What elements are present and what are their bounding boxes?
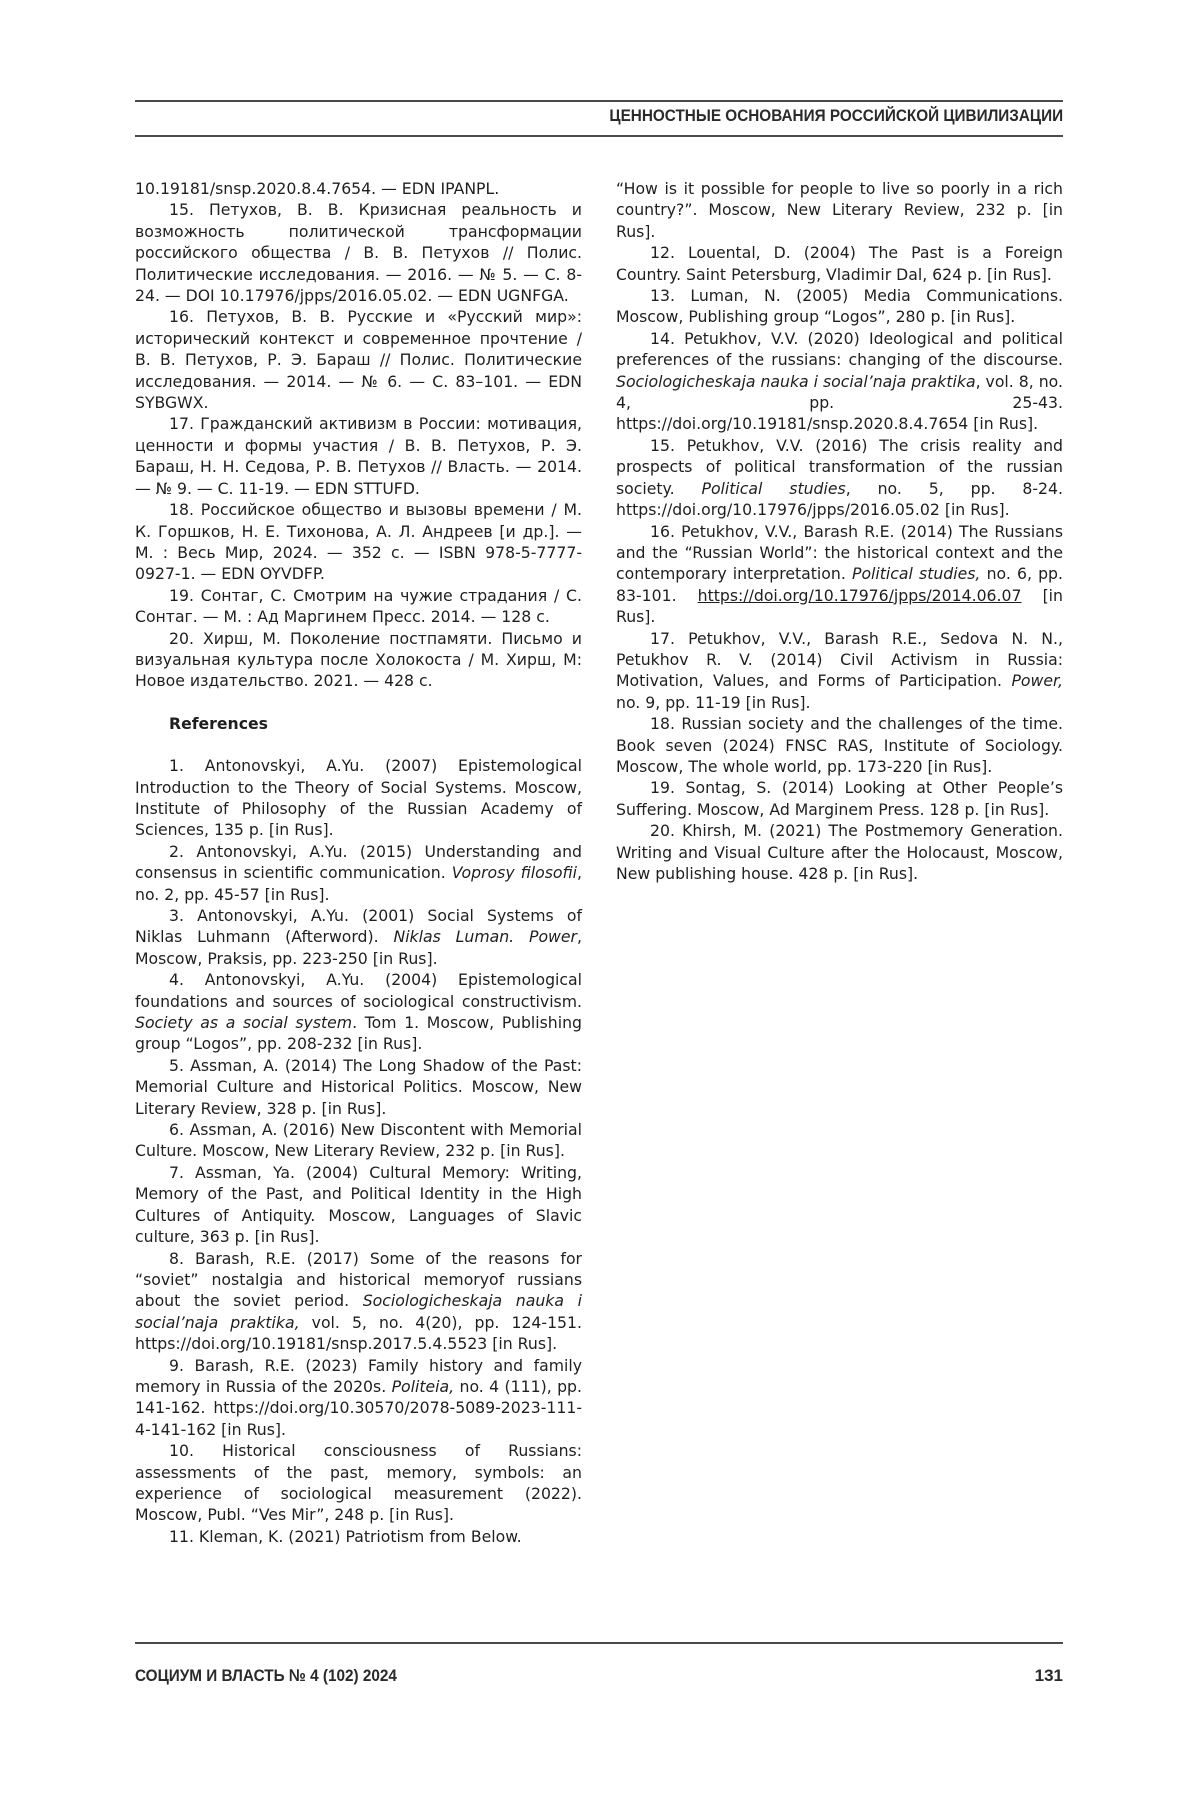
reference-10: 10. Historical consciousness of Russians: assessments of the past, memory, symbols: an experience of sociological measurement (2022). Moscow, Publ. “Ves Mir”, 248 p. [in Rus]. [135, 1441, 582, 1525]
reference-14: 14. Petukhov, V.V. (2020) Ideological and political preferences of the russians: changing of the discourse. Sociologicheskaja nauka i social’naja praktika, vol. 8, no. 4, pp. 25-43. https://doi.org/10.19181/snsp.2020.8.4.7654 [in Rus]. [616, 328, 1063, 434]
reference-9: 9. Barash, R.E. (2023) Family history and family memory in Russia of the 2020s. Politeia, no. 4 (111), pp. 141-162. https://doi.org/10.30570/2078-5089-2023-111-4-141-162 [in Rus]. [135, 1355, 582, 1439]
left-column [135, 178, 582, 1547]
reference-7: 7. Assman, Ya. (2004) Cultural Memory: Writing, Memory of the Past, and Political Identity in the High Cultures of Antiquity. Moscow, Languages of Slavic culture, 363 p. [in Rus]. [135, 1162, 582, 1247]
reference-4: 4. Antonovskyi, A.Yu. (2004) Epistemological foundations and sources of sociological constructivism. Society as a social system. Tom 1. Moscow, Publishing group “Logos”, pp. 208-232 [in Rus]. [135, 970, 582, 1054]
reference-12: 12. Louental, D. (2004) The Past is a Foreign Country. Saint Petersburg, Vladimir Dal, 624 p. [in Rus]. [616, 243, 1063, 284]
journal-issue: СОЦИУМ И ВЛАСТЬ № 4 (102) 2024 [135, 1666, 397, 1685]
reference-3: 3. Antonovskyi, A.Yu. (2001) Social Systems of Niklas Luhmann (Afterword). Niklas Luman. Power, Moscow, Praksis, pp. 223-250 [in Rus]. [135, 906, 582, 968]
reference-19: 19. Sontag, S. (2014) Looking at Other People’s Suffering. Moscow, Ad Marginem Press. 128 p. [in Rus]. [616, 778, 1063, 819]
footer-rule [135, 1642, 1063, 1644]
reference-11: 11. Kleman, K. (2021) Patriotism from Below. [169, 1526, 522, 1546]
reference-6: 6. Assman, A. (2016) New Discontent with Memorial Culture. Moscow, New Literary Review, 232 p. [in Rus]. [135, 1120, 582, 1161]
reference-2: 2. Antonovskyi, A.Yu. (2015) Understanding and consensus in scientific communication. Voprosy filosofii, no. 2, pp. 45-57 [in Rus]. [135, 841, 582, 904]
reference-17: 17. Petukhov, V.V., Barash R.E., Sedova N. N., Petukhov R. V. (2014) Civil Activism in Russia: Motivation, Values, and Forms of Participation. Power, no. 9, pp. 11-19 [in Rus]. [616, 628, 1063, 712]
references-heading: References [169, 713, 269, 733]
header-rule-bottom [135, 135, 1063, 137]
russian-reference-18: 18. Российское общество и вызовы времени / М. К. Горшков, Н. Е. Тихонова, А. Л. Андреев [и др.]. — М. : Весь Мир, 2024. — 352 с. — ISBN 978-5-7777-0927-1. — EDN OYVDFP. [135, 500, 582, 584]
running-title: ЦЕННОСТНЫЕ ОСНОВАНИЯ РОССИЙСКОЙ ЦИВИЛИЗАЦИИ [609, 106, 1063, 125]
reference-18: 18. Russian society and the challenges of the time. Book seven (2024) FNSC RAS, Institute of Sociology. Moscow, The whole world, pp. 173-220 [in Rus]. [616, 714, 1063, 776]
reference-8: 8. Barash, R.E. (2017) Some of the reasons for “soviet” nostalgia and historical memoryof russians about the soviet period. Sociologicheskaja nauka i social’naja praktika, vol. 5, no. 4(20), pp. 124-151. https://doi.org/10.19181/snsp.2017.5.4.5523 [in Rus]. [135, 1248, 582, 1354]
reference-13: 13. Luman, N. (2005) Media Communications. Moscow, Publishing group “Logos”, 280 p. [in Rus]. [616, 286, 1063, 327]
russian-reference-15: 15. Петухов, В. В. Кризисная реальность и возможность политической трансформации российского общества / В. В. Петухов // Полис. Политические исследования. — 2016. — № 5. — С. 8-24. — DOI 10.17976/jpps/2016.05.02. — EDN UGNFGA. [135, 200, 582, 306]
page-number: 131 [1034, 1666, 1063, 1685]
reference-5: 5. Assman, A. (2014) The Long Shadow of the Past: Memorial Culture and Historical Politics. Moscow, New Literary Review, 328 p. [in Rus]. [135, 1055, 582, 1118]
reference-16: 16. Petukhov, V.V., Barash R.E. (2014) The Russians and the “Russian World”: the historical context and the contemporary interpretation. Political studies, no. 6, pp. 83-101. https://doi.org/10.17976/jpps/2014.06.07 [in Rus]. [616, 521, 1063, 627]
russian-reference-19: 19. Сонтаг, С. Смотрим на чужие страдания / С. Сонтаг. — М. : Ад Маргинем Пресс. 2014. — 128 с. [135, 585, 582, 627]
doi-link[interactable]: https://doi.org/10.17976/jpps/2014.06.07 [697, 585, 1022, 605]
russian-reference-17: 17. Гражданский активизм в России: мотивация, ценности и формы участия / В. В. Петухов, Р. Э. Бараш, Н. Н. Седова, Р. В. Петухов // Власть. — 2014. — № 9. — С. 11-19. — EDN STTUFD. [135, 414, 582, 498]
reference-15: 15. Petukhov, V.V. (2016) The crisis reality and prospects of political transformation of the russian society. Political studies, no. 5, pp. 8-24. https://doi.org/10.17976/jpps/2016.05.02 [in Rus]. [616, 435, 1064, 520]
right-column [616, 178, 1063, 884]
header-rule-top [135, 100, 1063, 102]
russian-reference-16: 16. Петухов, В. В. Русские и «Русский мир»: исторический контекст и современное прочтение / В. В. Петухов, Р. Э. Бараш // Полис. Политические исследования. — 2014. — № 6. — С. 83–101. — EDN SYBGWX. [135, 307, 582, 413]
reference-11-continuation: “How is it possible for people to live so poorly in a rich country?”. Moscow, New Literary Review, 232 p. [in Rus]. [616, 179, 1063, 241]
reference-20: 20. Khirsh, M. (2021) The Postmemory Generation. Writing and Visual Culture after the Holocaust, Moscow, New publishing house. 428 p. [in Rus]. [616, 821, 1063, 883]
reference-continuation: 10.19181/snsp.2020.8.4.7654. — EDN IPANPL. [135, 179, 500, 198]
reference-1: 1. Antonovskyi, A.Yu. (2007) Epistemological Introduction to the Theory of Social Systems. Moscow, Institute of Philosophy of the Russian Academy of Sciences, 135 p. [in Rus]. [135, 756, 582, 840]
russian-reference-20: 20. Хирш, М. Поколение постпамяти. Письмо и визуальная культура после Холокоста / М. Хирш, М: Новое издательство. 2021. — 428 с. [135, 628, 582, 691]
